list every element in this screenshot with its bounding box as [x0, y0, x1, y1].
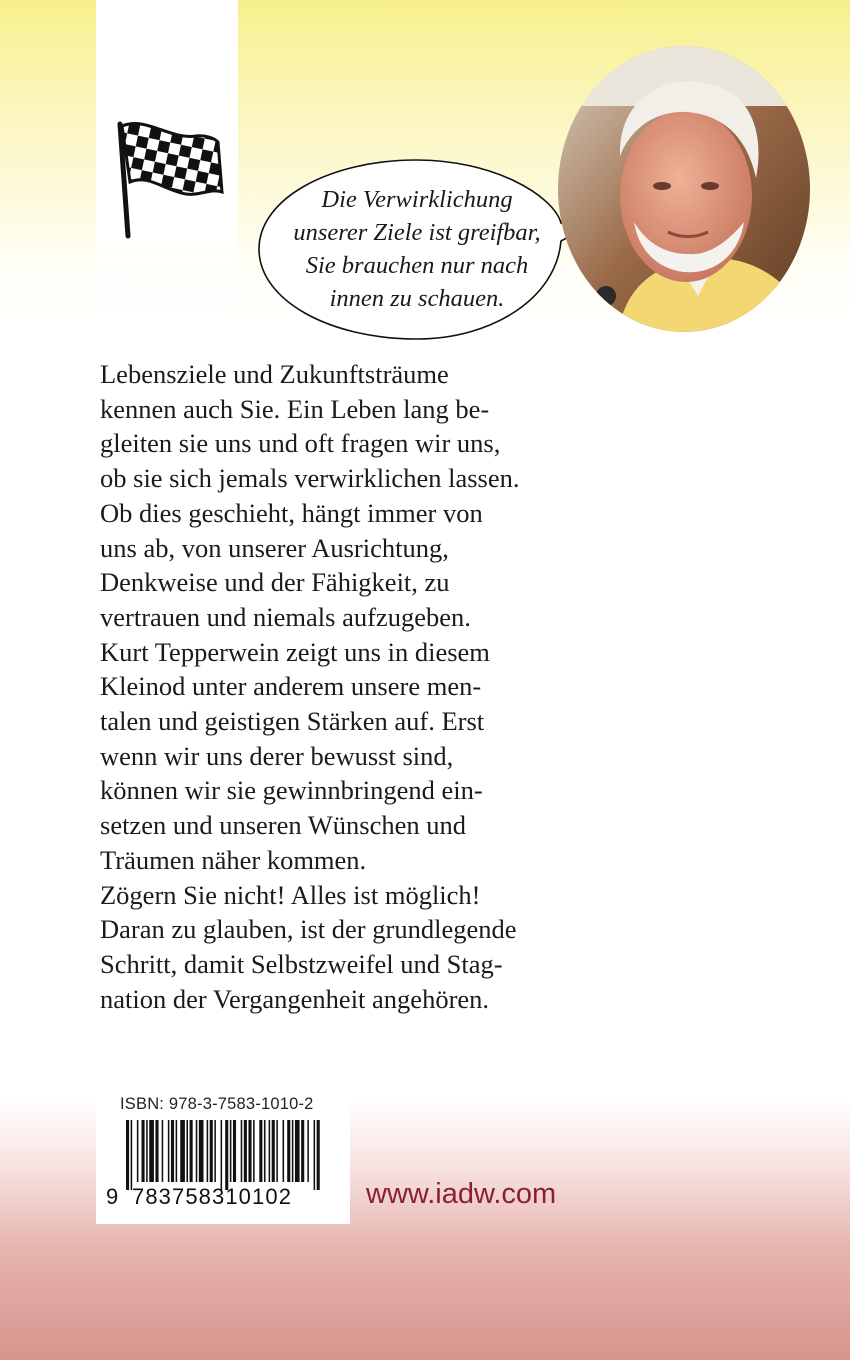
barcode-bar [171, 1120, 174, 1182]
website-url[interactable]: www.iadw.com [366, 1178, 557, 1210]
blurb-text [100, 357, 580, 1016]
barcode-bar [317, 1120, 320, 1190]
blurb-line: setzen und unseren Wünschen und [100, 810, 466, 841]
barcode-bar [295, 1120, 300, 1182]
blurb-line: Kleinod unter anderem unsere men- [100, 671, 482, 702]
blurb-line: Träumen näher kommen. [100, 844, 367, 875]
blurb-line: uns ab, von unserer Ausrichtung, [100, 532, 449, 563]
barcode-bar [199, 1120, 204, 1182]
isbn-barcode-box [96, 1092, 350, 1224]
blurb-line: wenn wir uns derer bewusst sind, [100, 740, 454, 771]
barcode-bar [272, 1120, 275, 1182]
blurb-line: Schritt, damit Selbstzweifel und Stag- [100, 948, 503, 979]
barcode-bar [253, 1120, 255, 1182]
quote-line: innen zu schauen. [329, 285, 505, 312]
barcode-bar [196, 1120, 198, 1182]
barcode-bar [248, 1120, 251, 1182]
barcode-bar [131, 1120, 133, 1190]
quote-line: unserer Ziele ist greifbar, [293, 219, 541, 246]
blurb-line: Kurt Tepperwein zeigt uns in diesem [100, 636, 490, 667]
blurb-line: Ob dies geschieht, hängt immer von [100, 497, 483, 528]
barcode-bar [233, 1120, 236, 1182]
barcode-bar [149, 1120, 154, 1182]
checkered-flag-icon [108, 118, 226, 240]
author-portrait [558, 46, 810, 332]
barcode [126, 1120, 322, 1190]
blurb-line: Zögern Sie nicht! Alles ist möglich! [100, 879, 481, 910]
blurb-line: kennen auch Sie. Ein Leben lang be- [100, 393, 490, 424]
barcode-bar [207, 1120, 209, 1182]
barcode-bar [146, 1120, 148, 1182]
barcode-bar [142, 1120, 145, 1182]
barcode-bar [283, 1120, 285, 1182]
barcode-bar [269, 1120, 271, 1182]
speech-bubble [257, 159, 582, 340]
blurb-line: Denkweise und der Fähigkeit, zu [100, 567, 450, 598]
bubble-quote [257, 183, 577, 315]
barcode-bar [276, 1120, 278, 1182]
barcode-digits: 783758310102 [132, 1184, 293, 1209]
barcode-first-digit: 9 [106, 1184, 119, 1209]
isbn-label: ISBN: 978-3-7583-1010-2 [120, 1095, 314, 1113]
barcode-bar [162, 1120, 164, 1182]
barcode-bar [259, 1120, 262, 1182]
barcode-bar [225, 1120, 228, 1190]
barcode-bar [264, 1120, 266, 1182]
barcode-bar [210, 1120, 213, 1182]
barcode-bar [244, 1120, 247, 1182]
blurb-line: gleiten sie uns und oft fragen wir uns, [100, 428, 501, 459]
barcode-bar [307, 1120, 309, 1182]
barcode-bar [287, 1120, 290, 1182]
barcode-bar [137, 1120, 139, 1182]
barcode-bar [314, 1120, 316, 1190]
blurb-line: nation der Vergangenheit angehören. [100, 983, 490, 1014]
barcode-bar [176, 1120, 178, 1182]
barcode-bar [126, 1120, 129, 1190]
blurb-line: können wir sie gewinnbringend ein- [100, 775, 483, 806]
quote-line: Die Verwirklichung [321, 186, 513, 213]
barcode-bar [292, 1120, 294, 1182]
blurb-line: Lebensziele und Zukunftsträume [100, 359, 449, 389]
blurb-line: vertrauen und niemals aufzugeben. [100, 601, 471, 632]
barcode-bar [214, 1120, 216, 1182]
barcode-bar [180, 1120, 185, 1182]
barcode-bar [168, 1120, 170, 1182]
barcode-bar [301, 1120, 304, 1182]
blurb-line: Daran zu glauben, ist der grundlegende [100, 914, 517, 945]
blurb-line: ob sie sich jemals verwirklichen lassen. [100, 463, 520, 494]
barcode-bar [190, 1120, 193, 1182]
barcode-bar [221, 1120, 223, 1190]
barcode-bar [230, 1120, 232, 1182]
quote-line: Sie brauchen nur nach [305, 252, 529, 279]
barcode-bar [186, 1120, 188, 1182]
barcode-bar [241, 1120, 243, 1182]
blurb-line: talen und geistigen Stärken auf. Erst [100, 706, 485, 737]
barcode-bar [155, 1120, 158, 1182]
